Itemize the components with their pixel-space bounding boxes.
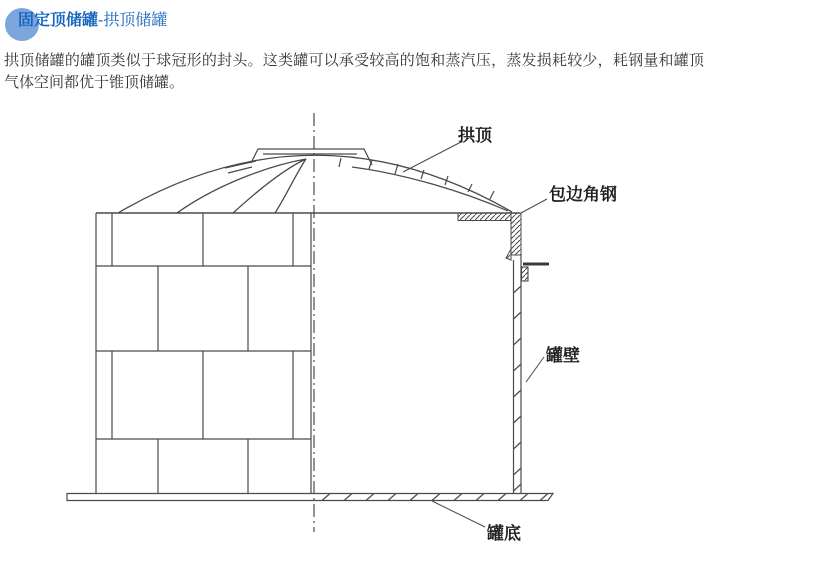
- leader-line-tank-wall: [526, 357, 544, 382]
- intro-paragraph: 拱顶储罐的罐顶类似于球冠形的封头。这类罐可以承受较高的饱和蒸汽压，蒸发损耗较少，耗钢量和罐顶气体空间都优于锥顶储罐。: [4, 52, 704, 91]
- wall-fitting: [522, 264, 550, 281]
- page-title-secondary: -拱顶储罐: [98, 12, 168, 29]
- page-header: [0, 0, 818, 46]
- leader-line-dome-roof: [403, 142, 461, 172]
- tank-bottom-plate: [67, 494, 553, 501]
- page-title: [18, 12, 167, 30]
- edge-angle-steel-section: [458, 213, 521, 260]
- leader-lines: [403, 142, 547, 527]
- leader-line-tank-bottom: [432, 501, 485, 527]
- label-tank-wall: 罐壁: [546, 346, 580, 365]
- tank-technical-drawing: [0, 110, 818, 560]
- label-tank-bottom: 罐底: [487, 524, 521, 543]
- dome-plate-section: [339, 158, 508, 211]
- shell-plate-courses: [96, 213, 311, 493]
- dome-roof-outline: [118, 155, 512, 213]
- label-edge-angle-steel: 包边角钢: [549, 185, 617, 204]
- tank-wall-section: [514, 255, 522, 493]
- leader-line-edge-angle-steel: [521, 199, 547, 213]
- dome-roof-tank-diagram: [0, 110, 818, 560]
- label-dome-roof: 拱顶: [458, 126, 492, 145]
- page-title-primary: 固定顶储罐: [18, 12, 99, 29]
